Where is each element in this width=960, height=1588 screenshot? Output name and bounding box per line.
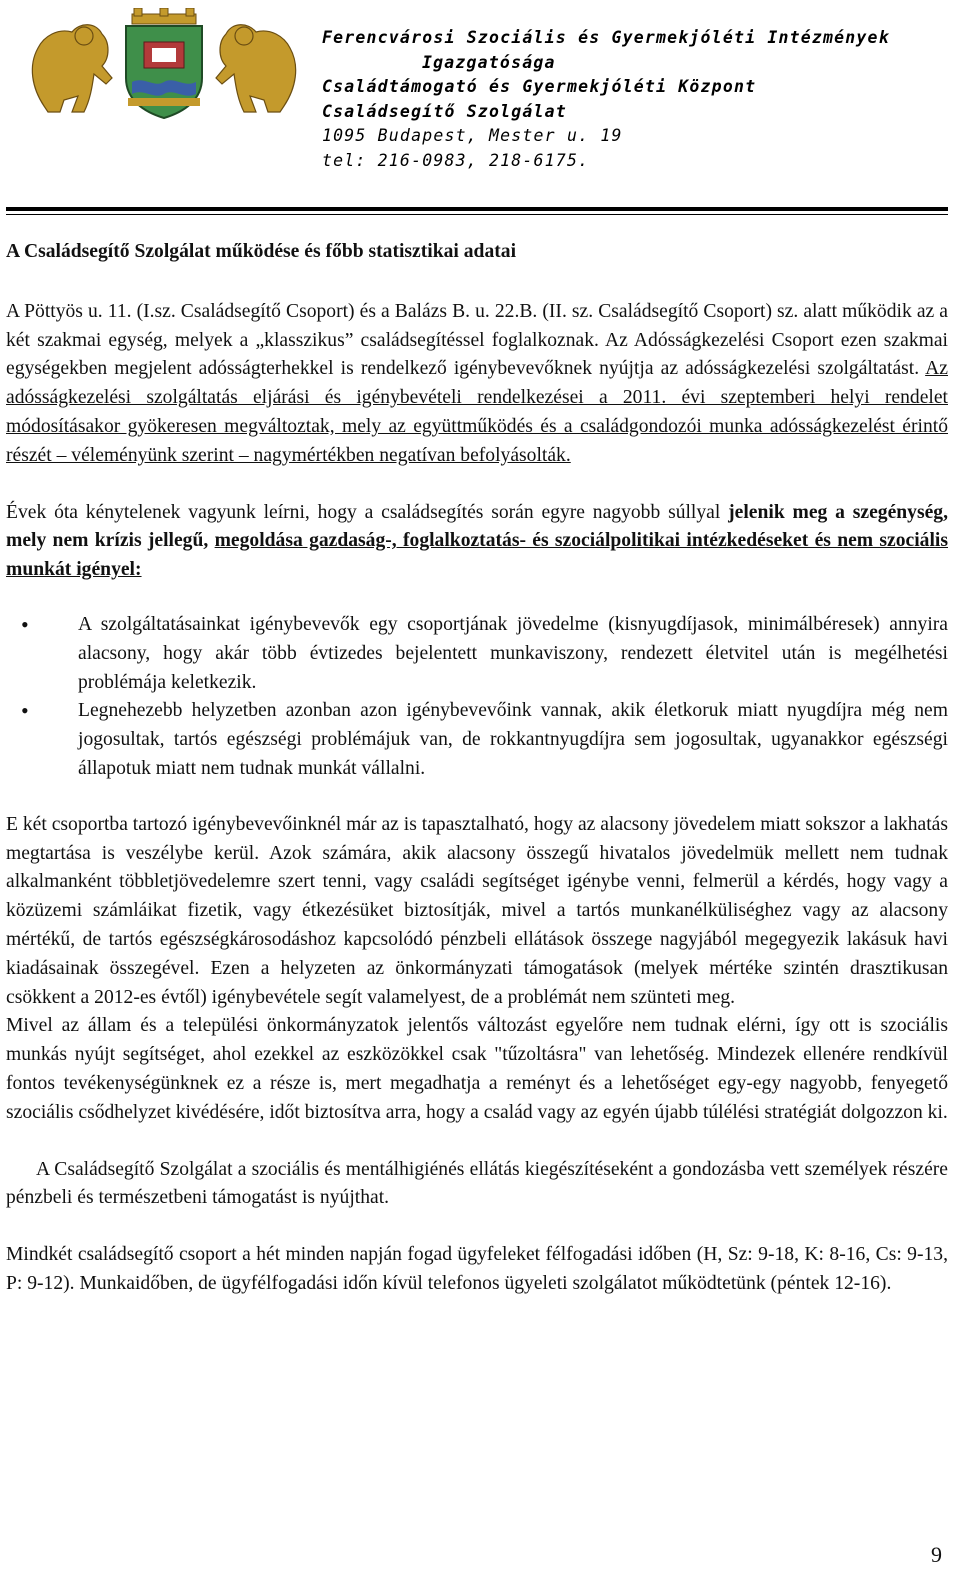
section-title: A Családsegítő Szolgálat működése és főbb statisztikai adatai [6,241,517,262]
paragraph-text: Évek óta kénytelenek vagyunk leírni, hogy a családsegítés során egyre nagyobb súllyal [6,501,729,523]
paragraph-state: Mivel az állam és a települési önkormányzatok jelentős változást egyelőre nem tudnak elérni, így ott is szociális munkás nyújt segítséget, ahol ezekkel az eszközökkel csak "tűzoltásra" van lehetőség. Mindezek ellenére rendkívül fontos tevékenységünknek ez a része is, mert megadhatja a reményt és a lehetőséget egy-egy nagyobb, fenyegető szociális csődhelyzet kivédésére, időt biztosítva arra, hogy a család vagy az egyén újabb túlélési stratégiát dolgozzon ki. [6,1015,948,1123]
org-address: 1095 Budapest, Mester u. 19 [322,126,623,145]
paragraph-debt-management [6,298,948,471]
letterhead [0,0,960,210]
bullet-list [6,611,948,784]
list-item: • Legnehezebb helyzetben azonban azon igénybevevőink vannak, akik életkoruk miatt nyugdíjra még nem jogosultak, tartós egészségi problémájuk van, de rokkantnyugdíjra sem jogosultak, ugyanakkor egészségi állapotuk miatt nem tudnak munkát vállalni. [78,697,948,783]
paragraph-support: A Családsegítő Szolgálat a szociális és mentálhigiénés ellátás kiegészítéseként a gondozásba vett személyek részére pénzbeli és természetbeni támogatást is nyújthat. [6,1158,948,1209]
paragraph-income: E két csoportba tartozó igénybevevőinknél már az is tapasztalható, hogy az alacsony jövedelem miatt sokszor a lakhatás megtartása is veszélybe kerül. Azok számára, akik alacsony összegű hivatalos jövedelmük mellett nem tudnak alkalmanként többletjövedelemre szert tenni, vagy családi segítséget igénybe venni, felmerül a kérdés, hogy vagy a közüzemi számláikat fizetik, vagy étkezésüket biztosítják, mivel a tartós munkanélküliséghez vagy az alacsony mértékű, de tartós egészségkárosodáshoz kapcsolódó pénzbeli ellátások összege nagyjából megegyezik lakásuk havi kiadásainak összegével. Ezen a helyzeten az önkormányzati támogatások (melyek mértéke szintén drasztikusan csökkent a 2012-es évtől) igénybevétele segít valamelyest, de a problémát nem szünteti meg. [6,813,948,1008]
list-item: • A szolgáltatásainkat igénybevevők egy csoportjának jövedelme (kisnyugdíjasok, minimálbéresek) annyira alacsony, hogy akár több évtizedes bejelentett munkaviszony, rendezett életvitel után is megélhetési problémája keletkezik. [78,611,948,697]
org-line: Igazgatósága [422,52,556,72]
underlined-text: Az adósságkezelési szolgáltatás eljárási és igénybevételi rendelkezései a 2011. évi szeptemberi helyi rendelet módosításakor gyökeresen megváltoztak, mely az együttműködés és a családgondozói munka adósságkezelést érintő részét – véleményünk szerint – nagymértékben negatívan befolyásolták. [6,358,948,466]
organization-block [322,26,942,173]
bold-underlined-text: megoldása gazdaság-, foglalkoztatás- és szociálpolitikai intézkedéseket és nem szociális munkát igényel: [6,530,948,581]
org-line: Családsegítő Szolgálat [322,101,567,121]
org-line: Családtámogató és Gyermekjóléti Központ [322,77,757,96]
bold-text: jelenik meg a szegénység, mely nem krízis jellegű, [6,501,948,552]
page-number: 9 [931,1542,942,1567]
paragraph-poverty [6,499,948,585]
coat-of-arms-icon [14,8,314,120]
header-divider [6,207,948,211]
org-phone: tel: 216-0983, 218-6175. [322,150,590,170]
org-line: Ferencvárosi Szociális és Gyermekjóléti Intézmények [322,28,890,47]
paragraph-text: A Pöttyös u. 11. (I.sz. Családsegítő Csoport) és a Balázs B. u. 22.B. (II. sz. Családsegítő Csoport) sz. alatt működik az a két szakmai egység, melyek a „klasszikus” családsegítéssel foglalkoznak. Az Adósságkezelési Csoport ezen szakmai egységekben megjelent adósságterhekkel is rendelkező igénybevevőknek nyújtja az adósságkezelési szolgáltatást. [6,300,948,380]
document-body [6,238,948,1299]
paragraph-office-hours: Mindkét családsegítő csoport a hét minden napján fogad ügyfeleket félfogadási időben (H, Sz: 9-18, K: 8-16, Cs: 9-13, P: 9-12). Munkaidőben, de ügyfélfogadási időn kívül telefonos ügyeleti szolgálatot működtetünk (péntek 12-16). [6,1244,948,1294]
header-divider-thin [6,214,948,215]
